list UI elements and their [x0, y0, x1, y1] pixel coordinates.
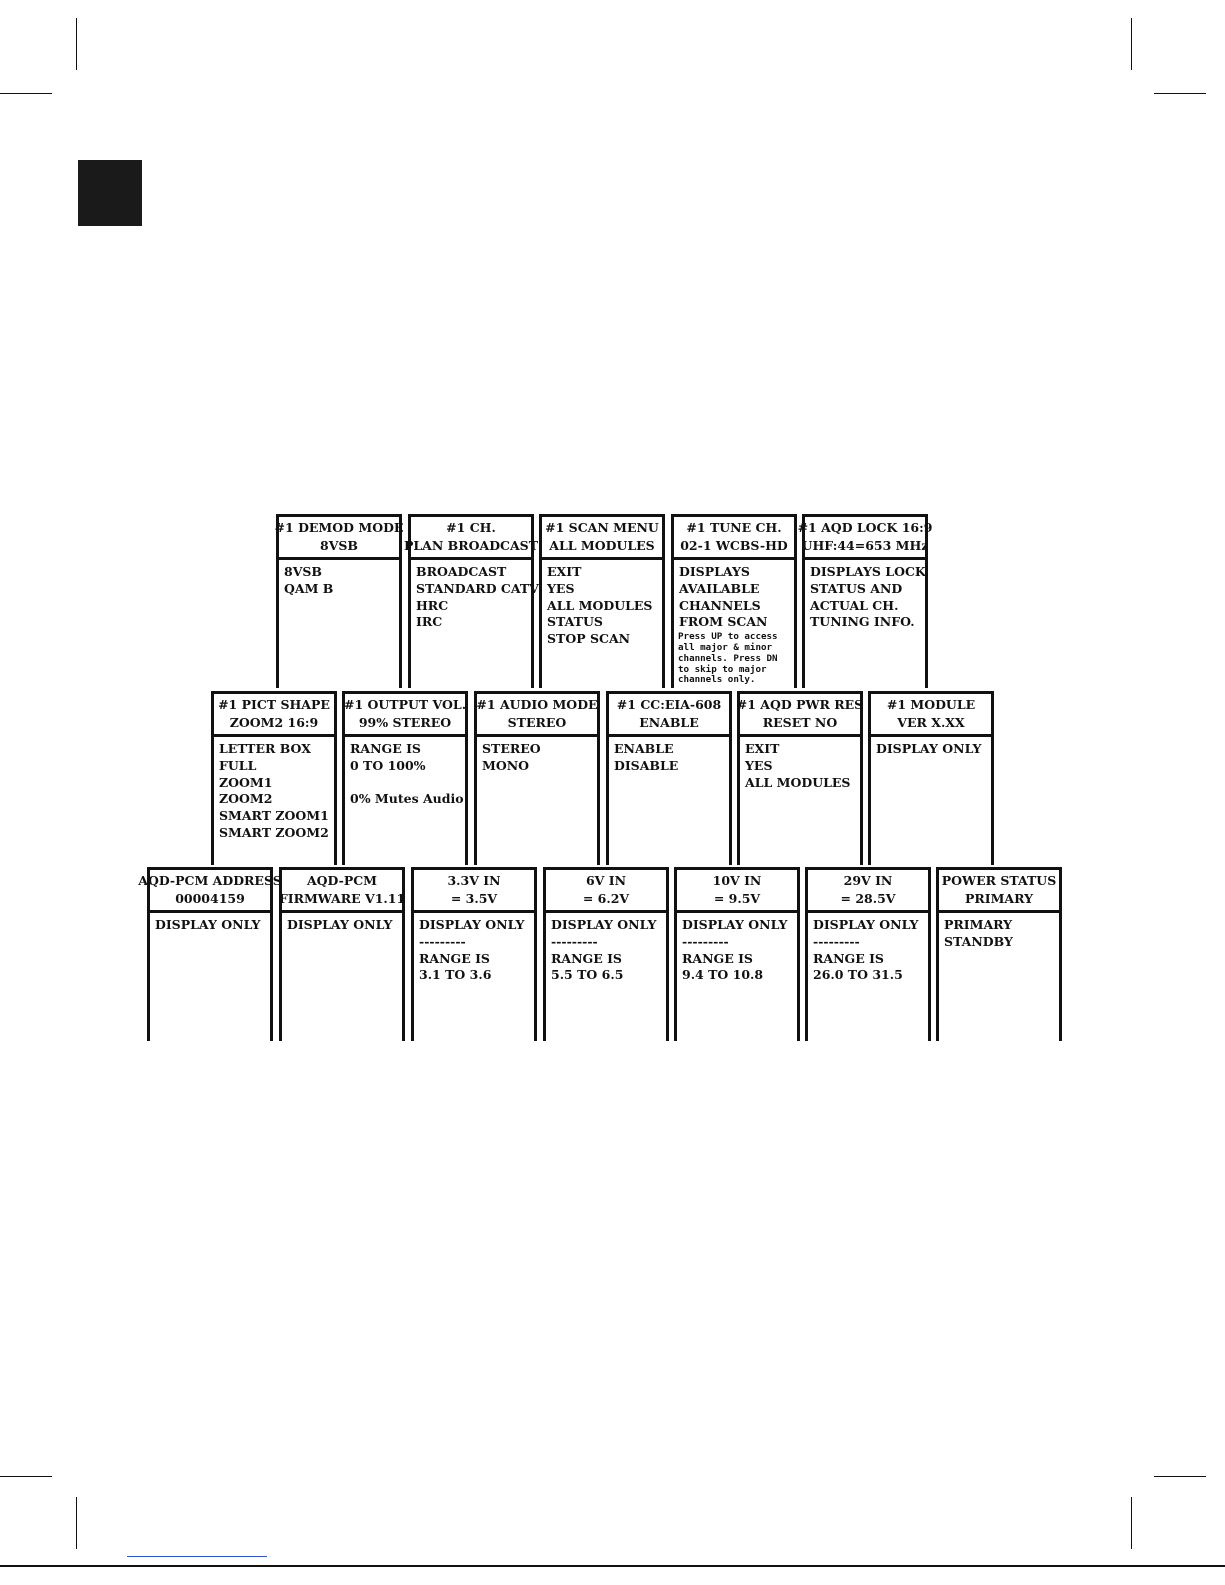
menu-header-line: STEREO: [507, 715, 567, 730]
menu-box-body: [674, 560, 794, 631]
menu-option: HRC: [416, 597, 449, 613]
menu-box-body: [808, 913, 928, 984]
menu-option: RANGE IS: [551, 950, 622, 966]
menu-option: STATUS AND: [810, 580, 903, 596]
menu-header-line: ALL MODULES: [549, 538, 655, 553]
menu-box-header: [671, 514, 797, 560]
menu-box-header: [342, 691, 468, 737]
menu-box: [606, 691, 732, 865]
menu-header-line: 02-1 WCBS-HD: [680, 538, 788, 553]
menu-box-header: [936, 867, 1062, 913]
menu-box-body: [805, 560, 925, 631]
menu-option: ALL MODULES: [547, 597, 653, 613]
menu-option: YES: [547, 580, 575, 596]
menu-header-line: 10V IN: [712, 873, 762, 888]
menu-box: [138, 867, 282, 1041]
menu-box-body: [214, 737, 334, 842]
menu-option: STATUS: [547, 614, 603, 630]
menu-box-body: [871, 737, 991, 758]
menu-box: [403, 514, 539, 688]
menu-box-body: [477, 737, 597, 775]
menu-option: STOP SCAN: [547, 631, 631, 647]
menu-option: DISPLAY ONLY: [813, 917, 919, 932]
menu-header-line: FIRMWARE V1.11: [278, 891, 406, 906]
menu-option: RANGE IS: [350, 741, 421, 756]
menu-option: DISPLAYS LOCK: [810, 564, 926, 579]
crop-mark: [76, 1497, 77, 1549]
menu-option: ALL MODULES: [745, 774, 851, 790]
menu-header-line: #1 AUDIO MODE: [476, 697, 598, 712]
menu-header-line: = 6.2V: [582, 891, 630, 906]
menu-option: IRC: [416, 614, 443, 630]
menu-box-header: [279, 867, 405, 913]
menu-header-line: #1 AQD PWR RES: [736, 697, 864, 712]
menu-option: ENABLE: [614, 741, 674, 756]
menu-box: [868, 691, 994, 865]
menu-box: [674, 867, 800, 1041]
menu-option: AVAILABLE: [679, 580, 760, 596]
menu-header-line: 99% STEREO: [358, 715, 452, 730]
menu-header-line: PRIMARY: [964, 891, 1034, 906]
menu-header-line: 29V IN: [843, 873, 893, 888]
menu-option: PRIMARY: [944, 917, 1013, 932]
menu-header-line: #1 CC:EIA-608: [616, 697, 722, 712]
menu-option: RANGE IS: [813, 950, 884, 966]
crop-mark: [76, 18, 77, 70]
menu-box-header: [138, 867, 282, 913]
menu-header-line: ZOOM2 16:9: [229, 715, 319, 730]
menu-box-header: [474, 691, 600, 737]
menu-header-line: = 28.5V: [840, 891, 896, 906]
menu-box-header: [543, 867, 669, 913]
menu-option: 5.5 TO 6.5: [551, 967, 624, 983]
footer-rule: [0, 1565, 1225, 1567]
menu-box: [805, 867, 931, 1041]
menu-option: DISPLAY ONLY: [876, 741, 982, 756]
menu-option: DISPLAY ONLY: [419, 917, 525, 932]
menu-box-header: [674, 867, 800, 913]
menu-note-line: to skip to major: [678, 663, 767, 675]
menu-header-line: #1 TUNE CH.: [686, 520, 782, 535]
menu-box: [936, 867, 1062, 1041]
menu-note-line: Press UP to access: [678, 631, 778, 643]
link-underline: [127, 1556, 267, 1557]
menu-header-line: 8VSB: [320, 538, 358, 553]
menu-box-header: [805, 867, 931, 913]
menu-option: ---------: [813, 933, 860, 949]
menu-option: EXIT: [547, 564, 582, 579]
menu-box-body: [414, 913, 534, 984]
menu-header-line: PLAN BROADCAST: [403, 538, 539, 553]
menu-header-line: 3.3V IN: [447, 873, 501, 888]
menu-box-header: [276, 514, 402, 560]
menu-option: RANGE IS: [419, 950, 490, 966]
menu-box-header: [403, 514, 539, 560]
menu-box-body: [609, 737, 729, 775]
menu-box-body: [282, 913, 402, 934]
menu-box-body: [677, 913, 797, 984]
menu-option: STEREO: [482, 741, 541, 756]
crop-mark: [1131, 1497, 1132, 1549]
menu-box: [737, 691, 863, 865]
menu-option: 0% Mutes Audio: [350, 791, 464, 807]
menu-header-line: 6V IN: [585, 873, 627, 888]
menu-header-line: RESET NO: [762, 715, 838, 730]
menu-option: [350, 775, 461, 792]
menu-box-header: [606, 691, 732, 737]
menu-option: ZOOM1: [219, 774, 273, 790]
menu-header-line: ENABLE: [639, 715, 699, 730]
menu-option: 8VSB: [284, 564, 322, 579]
menu-box-header: [211, 691, 337, 737]
menu-box-header: [868, 691, 994, 737]
menu-header-line: 00004159: [175, 891, 245, 906]
menu-box: [279, 867, 405, 1041]
menu-box-header: [737, 691, 863, 737]
menu-box: [671, 514, 797, 688]
menu-note-line: all major & minor: [678, 641, 773, 653]
menu-option: MONO: [482, 757, 530, 773]
menu-option: ---------: [682, 933, 729, 949]
menu-header-line: UHF:44=653 MHz: [801, 538, 929, 553]
menu-option: ZOOM2: [219, 791, 273, 807]
menu-option: DISPLAY ONLY: [551, 917, 657, 932]
menu-option: STANDBY: [944, 933, 1013, 949]
menu-box: [797, 514, 933, 688]
menu-option: DISPLAY ONLY: [155, 917, 261, 932]
menu-option: 0 TO 100%: [350, 757, 426, 773]
menu-header-line: #1 CH.: [446, 520, 496, 535]
menu-option: DISPLAY ONLY: [682, 917, 788, 932]
menu-box-body: [150, 913, 270, 934]
menu-box-body: [546, 913, 666, 984]
menu-box-body: [345, 737, 465, 808]
menu-option: DISABLE: [614, 757, 679, 773]
menu-option: LETTER BOX: [219, 741, 311, 756]
menu-box: [543, 867, 669, 1041]
menu-header-line: #1 PICT SHAPE: [218, 697, 330, 712]
menu-note: [674, 632, 794, 686]
menu-option: ACTUAL CH.: [810, 597, 899, 613]
menu-header-line: #1 AQD LOCK 16:9: [797, 520, 933, 535]
menu-header-line: AQD-PCM ADDRESS: [138, 873, 282, 888]
menu-note-line: channels only.: [678, 674, 756, 686]
crop-mark: [1154, 93, 1206, 94]
menu-box: [539, 514, 665, 688]
menu-option: STANDARD CATV: [416, 580, 539, 596]
crop-mark: [0, 93, 52, 94]
menu-box-body: [279, 560, 399, 598]
menu-option: QAM B: [284, 580, 334, 596]
menu-header-line: POWER STATUS: [941, 873, 1057, 888]
menu-option: TUNING INFO.: [810, 614, 915, 630]
menu-header-line: #1 MODULE: [886, 697, 976, 712]
menu-box-body: [939, 913, 1059, 951]
menu-option: FULL: [219, 757, 257, 773]
menu-box: [411, 867, 537, 1041]
menu-header-line: AQD-PCM: [306, 873, 378, 888]
menu-option: 9.4 TO 10.8: [682, 967, 764, 983]
menu-option: EXIT: [745, 741, 780, 756]
menu-box-header: [797, 514, 933, 560]
menu-box-header: [539, 514, 665, 560]
menu-box-header: [411, 867, 537, 913]
crop-mark: [1131, 18, 1132, 70]
menu-box-body: [411, 560, 539, 631]
menu-box: [342, 691, 468, 865]
menu-box-body: [542, 560, 662, 648]
menu-header-line: #1 OUTPUT VOL.: [343, 697, 467, 712]
menu-option: DISPLAY ONLY: [287, 917, 393, 932]
menu-header-line: #1 DEMOD MODE: [274, 520, 404, 535]
menu-box: [474, 691, 600, 865]
menu-option: FROM SCAN: [679, 614, 768, 630]
menu-option: SMART ZOOM2: [219, 824, 329, 840]
crop-mark: [0, 1476, 52, 1477]
menu-option: CHANNELS: [679, 597, 761, 613]
menu-note-line: channels. Press DN: [678, 652, 778, 664]
menu-header-line: #1 SCAN MENU: [545, 520, 659, 535]
menu-header-line: = 3.5V: [450, 891, 498, 906]
crop-mark: [1154, 1476, 1206, 1477]
section-tab-block: [78, 160, 142, 226]
menu-box: [276, 514, 402, 688]
menu-option: ---------: [419, 933, 466, 949]
menu-option: 26.0 TO 31.5: [813, 967, 903, 983]
menu-box: [211, 691, 337, 865]
menu-option: DISPLAYS: [679, 564, 750, 579]
menu-option: 3.1 TO 3.6: [419, 967, 492, 983]
menu-header-line: VER X.XX: [897, 715, 965, 730]
menu-option: RANGE IS: [682, 950, 753, 966]
menu-box-body: [740, 737, 860, 791]
menu-option: ---------: [551, 933, 598, 949]
menu-option: SMART ZOOM1: [219, 808, 329, 824]
menu-option: BROADCAST: [416, 564, 507, 579]
menu-header-line: = 9.5V: [713, 891, 761, 906]
menu-option: YES: [745, 757, 773, 773]
